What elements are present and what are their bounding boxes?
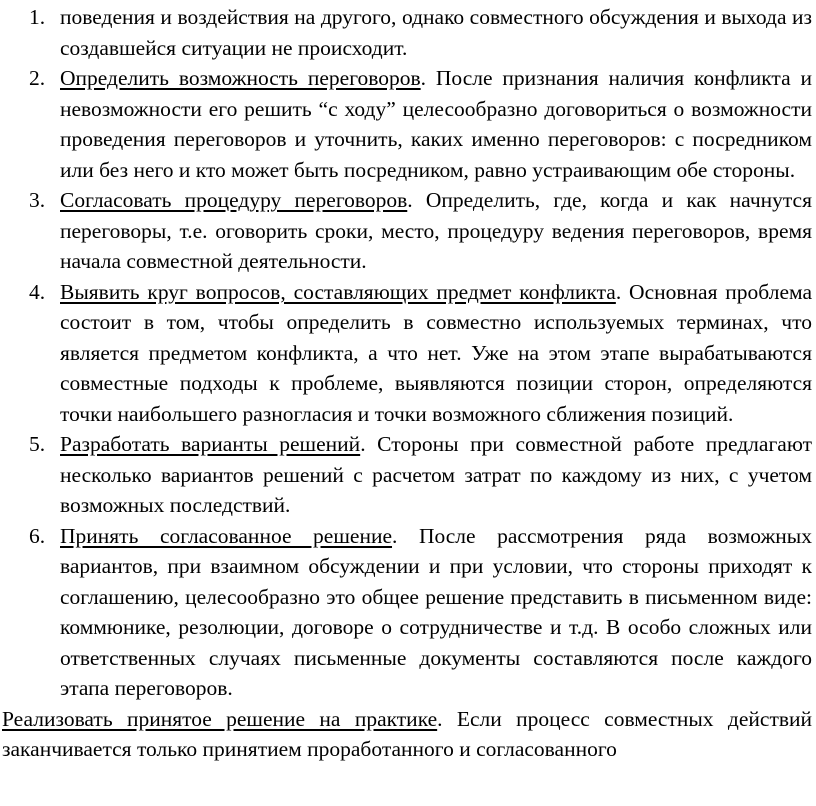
closing-text: . Если процесс совместных действий заканчивается только принятием проработанного и согласованного: [2, 706, 812, 761]
list-item: [0, 63, 812, 185]
item-text: . Основная проблема состоит в том, чтобы определить в совместно используемых терминах, что является предметом конфликта, а что нет. Уже на этом этапе вырабатываются совместные подходы к проблеме, выявляются позиции сторон, определяются точки наибольшего разногласия и точки возможного сближения позиций.: [60, 279, 812, 426]
item-title: Определить возможность переговоров: [60, 66, 421, 90]
steps-list: [0, 2, 812, 704]
item-number: 1.: [29, 5, 46, 29]
closing-paragraph: [0, 704, 812, 765]
item-title: Выявить круг вопросов, составляющих предмет конфликта: [60, 279, 616, 304]
item-title: Разработать варианты решений: [60, 432, 361, 456]
item-number: 6.: [29, 523, 46, 548]
item-number: 4.: [29, 279, 46, 304]
item-number: 5.: [29, 432, 46, 456]
item-text: поведения и воздействия на другого, однако совместного обсуждения и выхода из создавшейся ситуации не происходит.: [60, 5, 812, 60]
list-item: [0, 2, 812, 63]
item-text: . Стороны при совместной работе предлагают несколько вариантов решений с расчетом затрат по каждому из них, с учетом возможных последствий.: [60, 432, 812, 517]
item-number: 3.: [29, 188, 46, 212]
item-title: Принять согласованное решение: [60, 523, 393, 548]
list-item: [0, 277, 812, 430]
list-item: [0, 429, 812, 521]
list-item: [0, 185, 812, 277]
item-title: Согласовать процедуру переговоров: [60, 188, 408, 212]
item-number: 2.: [29, 66, 46, 90]
list-item: [0, 521, 812, 704]
item-text: . После признания наличия конфликта и невозможности его решить “с ходу” целесообразно договориться о возможности проведения переговоров и уточнить, каких именно переговоров: с посредником или без него и кто может быть посредником, равно устраивающим обе стороны.: [60, 66, 812, 182]
closing-title: Реализовать принятое решение на практике: [2, 706, 438, 731]
item-text: . Определить, где, когда и как начнутся переговоры, т.е. оговорить сроки, место, процедуру ведения переговоров, время начала совместной деятельности.: [60, 188, 812, 273]
item-text: . После рассмотрения ряда возможных вариантов, при взаимном обсуждении и при условии, что стороны приходят к соглашению, целесообразно это общее решение представить в письменном виде: коммюнике, резолюции, договоре о сотрудничестве и т.д. В особо сложных или ответственных случаях письменные документы составляются после каждого этапа переговоров.: [60, 523, 812, 700]
